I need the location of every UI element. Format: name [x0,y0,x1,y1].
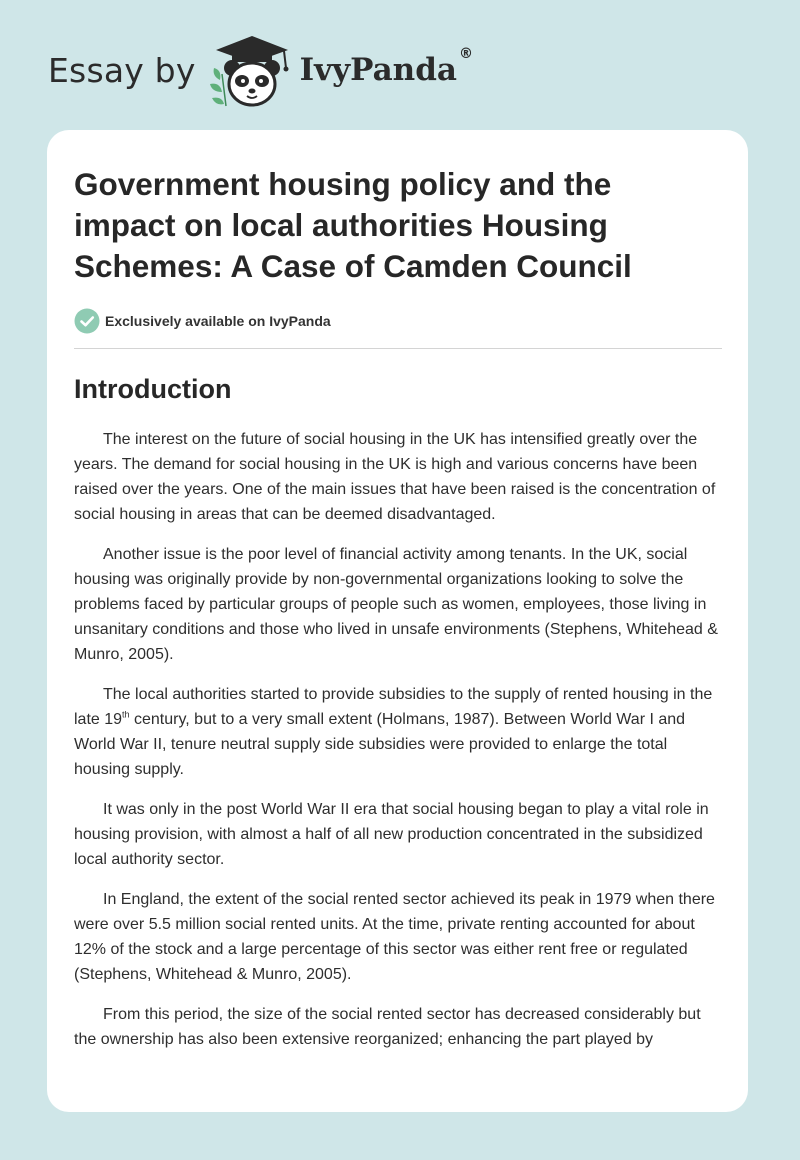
essay-by-label: Essay by [48,50,196,90]
paragraph-text: The local authorities started to provide subsidies to the supply of rented housing in the late 19 [74,686,713,728]
paragraph: In England, the extent of the social rented sector achieved its peak in 1979 when there were over 5.5 million social rented units. At the time, private renting accounted for about 12% of the stock and a large percentage of this sector was either rent free or regulated (Stephens, Whitehead & Munro, 2005). [74,891,715,983]
registered-mark: ® [458,46,473,62]
paragraph: From this period, the size of the social rented sector has decreased considerably but the ownership has also been extensive reorganized; enhancing the part played by [74,1006,701,1048]
essay-card [47,130,748,1112]
paragraph: It was only in the post World War II era that social housing began to play a vital role in housing provision, with almost a half of all new production concentrated in the subsidized local authority sector. [74,801,709,868]
badge-label: Exclusively available on IvyPanda [105,313,331,329]
paragraph: Another issue is the poor level of financial activity among tenants. In the UK, social housing was originally provide by non-governmental organizations looking to solve the problems faced by particular groups of people such as women, employees, those living in unsanitary conditions and those who lived in unsafe environments (Stephens, Whitehead & Munro, 2005). [74,546,718,663]
brand-name[interactable]: IvyPanda ® [299,46,473,88]
paragraph: The interest on the future of social housing in the UK has intensified greatly over the years. The demand for social housing in the UK is high and various concerns have been raised over the years. One of the main issues that have been raised is the concentration of social housing in areas that can be deemed disadvantaged. [74,431,716,523]
essay-title: Government housing policy and the impact on local authorities Housing Schemes: A Case of Camden Council [74,166,632,284]
paragraph-text: century, but to a very small extent (Holmans, 1987). Between World War I and World War II, tenure neutral supply side subsidies were provided to enlarge the total housing supply. [74,711,686,778]
site-header [48,30,473,110]
check-circle-icon [74,308,100,334]
paragraph [74,682,724,782]
essay-body [74,427,724,1052]
panda-graduate-logo-icon[interactable] [202,30,294,110]
title-divider [74,348,722,349]
exclusive-badge [74,308,722,334]
superscript: th [122,709,130,720]
section-heading: Introduction [74,374,232,404]
